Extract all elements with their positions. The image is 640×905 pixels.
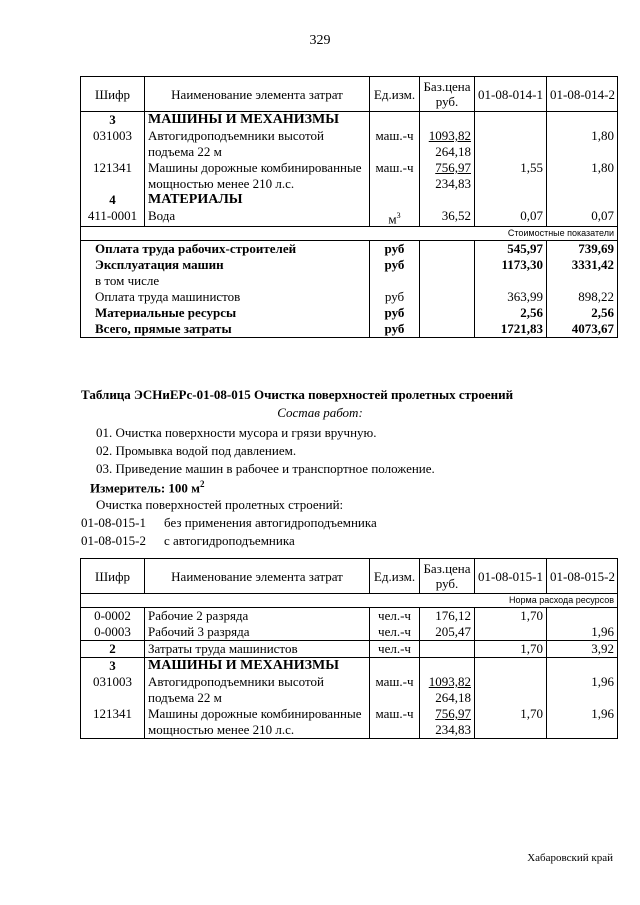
name-cell: Затраты труда машинистов [145, 641, 370, 658]
summary-unit: руб [370, 289, 420, 305]
price-cell: 1093,82 [420, 674, 475, 690]
code-cell: 121341 [81, 706, 145, 722]
unit-cell: чел.-ч [370, 624, 420, 641]
value-cell: 0,07 [547, 208, 618, 227]
value-cell: 1,96 [547, 706, 618, 722]
norm-label: Норма расхода ресурсов [81, 594, 618, 608]
header-name: Наименование элемента затрат [145, 559, 370, 594]
section-title: Таблица ЭСНиЕРс-01-08-015 Очистка поверхностей пролетных строений [81, 387, 514, 402]
table-row [81, 160, 618, 176]
price-cell: 205,47 [420, 624, 475, 641]
summary-value: 2,56 [547, 305, 618, 321]
summary-unit: руб [370, 257, 420, 273]
indicators-label: Стоимостные показатели [81, 227, 618, 241]
code-cell: 031003 [81, 674, 145, 690]
table-row [81, 208, 618, 227]
summary-value: 4073,67 [547, 321, 618, 338]
header-col2: 01-08-015-2 [547, 559, 618, 594]
summary-value: 739,69 [547, 241, 618, 258]
value-cell: 1,96 [547, 674, 618, 690]
code-cell: 0-0002 [81, 608, 145, 625]
summary-name: Оплата труда рабочих-строителей [81, 241, 370, 258]
summary-row [81, 289, 618, 305]
price-cell: 756,97 [420, 160, 475, 176]
variant-text: без применения автогидроподъемника [164, 515, 377, 530]
name-cell: МАШИНЫ И МЕХАНИЗМЫ [145, 658, 370, 675]
cost-table-2 [80, 558, 618, 739]
summary-value: 3331,42 [547, 257, 618, 273]
table-row [81, 674, 618, 690]
name-cell: Вода [145, 208, 370, 227]
value-cell: 1,70 [475, 641, 547, 658]
summary-unit: руб [370, 321, 420, 338]
summary-value: 363,99 [475, 289, 547, 305]
value-cell: 0,07 [475, 208, 547, 227]
code-cell: 031003 [81, 128, 145, 144]
summary-value: 1173,30 [475, 257, 547, 273]
summary-row [81, 305, 618, 321]
value-cell: 1,80 [547, 128, 618, 144]
table-row [81, 144, 618, 160]
unit-cell: чел.-ч [370, 641, 420, 658]
name-cell: Рабочие 2 разряда [145, 608, 370, 625]
price-cell: 756,97 [420, 706, 475, 722]
table-row [81, 176, 618, 192]
summary-value: 1721,83 [475, 321, 547, 338]
name-cell: подъема 22 м [145, 690, 370, 706]
norm-row [81, 594, 618, 608]
summary-row [81, 273, 618, 289]
header-price: Баз.цена руб. [420, 559, 475, 594]
indicators-row [81, 227, 618, 241]
value-cell: 1,55 [475, 160, 547, 176]
table-row [81, 624, 618, 641]
header-name: Наименование элемента затрат [145, 77, 370, 112]
table-row [81, 690, 618, 706]
work-item: 01. Очистка поверхности мусора и грязи вручную. [96, 425, 377, 440]
value-cell: 1,70 [475, 608, 547, 625]
header-price: Баз.цена руб. [420, 77, 475, 112]
name-cell: МАШИНЫ И МЕХАНИЗМЫ [145, 112, 370, 129]
code-cell: 411-0001 [81, 208, 145, 227]
unit-cell: маш.-ч [370, 674, 420, 690]
code-cell: 0-0003 [81, 624, 145, 641]
table-header [81, 77, 618, 112]
name-cell: Автогидроподъемники высотой [145, 128, 370, 144]
summary-row [81, 321, 618, 338]
name-cell: подъема 22 м [145, 144, 370, 160]
header-unit: Ед.изм. [370, 77, 420, 112]
table-row [81, 722, 618, 739]
work-item: 02. Промывка водой под давлением. [96, 443, 297, 458]
name-cell: Рабочий 3 разряда [145, 624, 370, 641]
table-row [81, 641, 618, 658]
name-cell: мощностью менее 210 л.с. [145, 176, 370, 192]
code-cell: 3 [81, 112, 145, 129]
code-cell: 4 [81, 192, 145, 208]
header-col1: 01-08-015-1 [475, 559, 547, 594]
price-cell: 264,18 [420, 144, 475, 160]
cost-table-1 [80, 76, 618, 338]
summary-value: 545,97 [475, 241, 547, 258]
header-code: Шифр [81, 77, 145, 112]
meter-label: Измеритель: 100 $м^2$ [90, 479, 205, 496]
price-cell: 176,12 [420, 608, 475, 625]
value-cell: 3,92 [547, 641, 618, 658]
work-item: 03. Приведение машин в рабочее и транспортное положение. [96, 461, 435, 476]
table-row [81, 658, 618, 675]
variant-code: 01-08-015-2 [81, 533, 146, 548]
code-cell: 2 [81, 641, 145, 658]
price-cell: 264,18 [420, 690, 475, 706]
summary-name: Эксплуатация машин [81, 257, 370, 273]
summary-name: Всего, прямые затраты [81, 321, 370, 338]
name-cell: МАТЕРИАЛЫ [145, 192, 370, 208]
summary-name: Материальные ресурсы [81, 305, 370, 321]
table-row [81, 192, 618, 208]
code-cell: 3 [81, 658, 145, 675]
unit-cell: $м^3$ [370, 208, 420, 227]
header-unit: Ед.изм. [370, 559, 420, 594]
works-heading: Состав работ: [277, 405, 363, 420]
name-cell: Автогидроподъемники высотой [145, 674, 370, 690]
table-header [81, 559, 618, 594]
name-cell: Машины дорожные комбинированные [145, 160, 370, 176]
header-col1: 01-08-014-1 [475, 77, 547, 112]
unit-cell: чел.-ч [370, 608, 420, 625]
header-col2: 01-08-014-2 [547, 77, 618, 112]
price-cell: 234,83 [420, 722, 475, 739]
summary-value: 898,22 [547, 289, 618, 305]
value-cell: 1,80 [547, 160, 618, 176]
price-cell: 36,52 [420, 208, 475, 227]
summary-name: в том числе [81, 273, 370, 289]
value-cell: 1,96 [547, 624, 618, 641]
summary-row [81, 257, 618, 273]
name-cell: мощностью менее 210 л.с. [145, 722, 370, 739]
price-cell: 234,83 [420, 176, 475, 192]
table-row [81, 128, 618, 144]
header-code: Шифр [81, 559, 145, 594]
footer-region: Хабаровский край [527, 852, 613, 864]
summary-unit: руб [370, 241, 420, 258]
price-cell: 1093,82 [420, 128, 475, 144]
unit-cell: маш.-ч [370, 160, 420, 176]
summary-name: Оплата труда машинистов [81, 289, 370, 305]
variant-text: с автогидроподъемника [164, 533, 295, 548]
code-cell: 121341 [81, 160, 145, 176]
unit-cell: маш.-ч [370, 706, 420, 722]
page-number: 329 [309, 33, 331, 48]
table-row [81, 608, 618, 625]
value-cell: 1,70 [475, 706, 547, 722]
summary-unit: руб [370, 305, 420, 321]
variant-code: 01-08-015-1 [81, 515, 146, 530]
unit-cell: маш.-ч [370, 128, 420, 144]
summary-value: 2,56 [475, 305, 547, 321]
name-cell: Машины дорожные комбинированные [145, 706, 370, 722]
description: Очистка поверхностей пролетных строений: [96, 497, 344, 512]
summary-row [81, 241, 618, 258]
table-row [81, 706, 618, 722]
table-row [81, 112, 618, 129]
